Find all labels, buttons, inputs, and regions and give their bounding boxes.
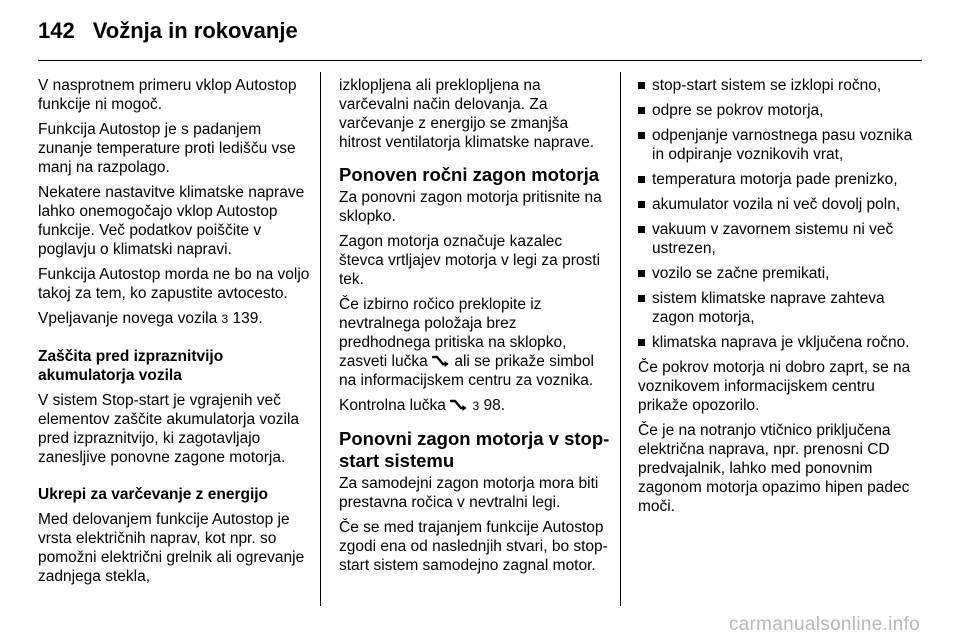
paragraph: Funkcija Autostop je s padanjem zunanje temperature proti ledišču vse manj na razpolago. <box>38 121 296 176</box>
list-item: vozilo se začne premikati, <box>638 264 913 283</box>
stop-start-lamp-icon <box>450 399 468 411</box>
page-title: Vožnja in rokovanje <box>92 18 298 43</box>
list-item: stop-start sistem se izklopi ročno, <box>638 76 913 95</box>
list-item: odpre se pokrov motorja, <box>638 101 913 120</box>
column-1 <box>38 76 310 592</box>
paragraph-with-icon <box>339 295 611 390</box>
list-item: vakuum v zavornem sistemu ni več ustrezen, <box>638 220 913 258</box>
column-divider-2 <box>620 72 621 606</box>
paragraph-with-reference <box>38 309 310 329</box>
section-heading-stop-start-restart: Ponovni zagon motorja v stop-start sistemu <box>339 428 610 471</box>
paragraph: Za samodejni zagon motorja mora biti prestavna ročica v nevtralni legi. <box>339 475 599 511</box>
watermark: carmanualsonline.info <box>728 614 920 635</box>
list-item: temperatura motorja pade prenizko, <box>638 170 913 189</box>
column-2 <box>339 76 611 581</box>
page-reference[interactable]: 98. <box>483 397 506 414</box>
list-item: klimatska naprava je vključena ročno. <box>638 333 913 352</box>
reference-arrow-icon: 3 <box>472 399 480 413</box>
stop-start-lamp-icon <box>432 355 450 367</box>
paragraph: Med delovanjem funkcije Autostop je vrsta električnih naprav, kot npr. so pomožni električni grelnik ali ogrevanje zadnjega stekla, <box>38 511 305 585</box>
subheading-energy-saving: Ukrepi za varčevanje z energijo <box>38 486 269 503</box>
list-item: odpenjanje varnostnega pasu voznika in odpiranje voznikovih vrat, <box>638 126 913 164</box>
paragraph: Nekatere nastavitve klimatske naprave lahko onemogočajo vklop Autostop funkcije. Več podatkov poiščite v poglavju o klimatski napravi. <box>38 184 305 258</box>
paragraph: V nasprotnem primeru vklop Autostop funkcije ni mogoč. <box>38 77 297 113</box>
column-3 <box>638 76 913 522</box>
paragraph: Funkcija Autostop morda ne bo na voljo takoj za tem, ko zapustite avtocesto. <box>38 266 310 302</box>
paragraph-text: Kontrolna lučka <box>339 397 446 414</box>
reference-arrow-icon: 3 <box>221 312 229 326</box>
paragraph-text: Vpeljavanje novega vozila <box>38 310 218 327</box>
paragraph: izklopljena ali preklopljena na varčevalni način delovanja. Za varčevanje z energijo se zmanjša hitrost ventilatorja klimatske naprave. <box>339 77 595 151</box>
paragraph: Če pokrov motorja ni dobro zaprt, se na voznikovem informacijskem centru prikaže opozorilo. <box>638 359 911 414</box>
paragraph: Če je na notranjo vtičnico priključena električna naprava, npr. prenosni CD predvajalnik, lahko med ponovnim zagonom motorja opazimo hipen padec moči. <box>638 422 910 515</box>
paragraph: Če se med trajanjem funkcije Autostop zgodi ena od naslednjih stvari, bo stop-start sistem samodejno zagnal motor. <box>339 519 608 574</box>
page-header <box>38 18 298 48</box>
paragraph-text: ali se prikaže simbol na informacijskem centru za voznika. <box>339 353 594 389</box>
paragraph: Za ponovni zagon motorja pritisnite na sklopko. <box>339 189 602 225</box>
page-number: 142 <box>38 18 75 43</box>
paragraph: Zagon motorja označuje kazalec števca vrtljajev motorja v legi za prosti tek. <box>339 233 601 288</box>
page-reference[interactable]: 139. <box>232 310 263 327</box>
subheading-battery-protection: Zaščita pred izpraznitvijo akumulatorja vozila <box>38 348 224 384</box>
header-rule <box>38 60 922 61</box>
paragraph-text: Če izbirno ročico preklopite iz nevtralnega položaja brez predhodnega pritiska na sklopko, zasveti lučka <box>339 296 567 370</box>
list-item: sistem klimatske naprave zahteva zagon motorja, <box>638 289 913 327</box>
section-heading-manual-restart: Ponoven ročni zagon motorja <box>339 164 600 185</box>
restart-conditions-list <box>638 76 913 352</box>
column-divider-1 <box>320 72 321 606</box>
paragraph-with-reference <box>339 396 611 416</box>
list-item: akumulator vozila ni več dovolj poln, <box>638 195 913 214</box>
paragraph: V sistem Stop-start je vgrajenih več elementov zaščite akumulatorja vozila pred izpraznitvijo, ki zagotavljajo zanesljive ponovne zagone motorja. <box>38 392 300 466</box>
